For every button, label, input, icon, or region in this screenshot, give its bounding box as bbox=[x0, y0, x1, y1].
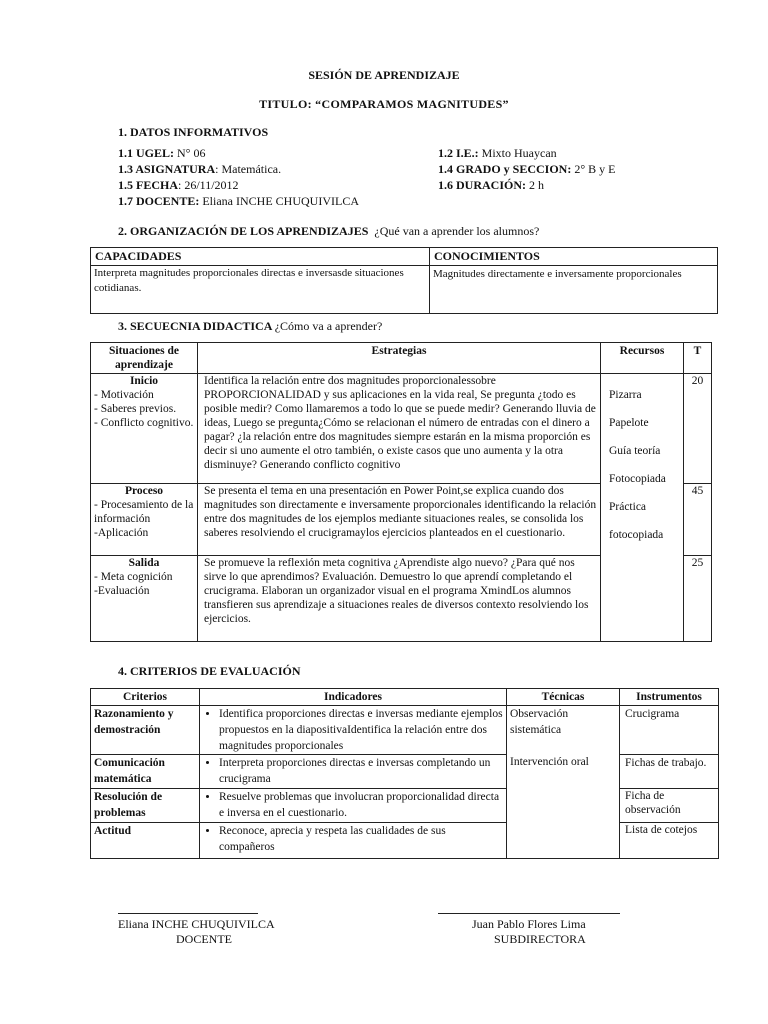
section-1-heading: 1. DATOS INFORMATIVOS bbox=[118, 125, 269, 139]
stage-inicio: Inicio - Motivación - Saberes previos. - Conflicto cognitivo. bbox=[91, 374, 198, 484]
criterios-table bbox=[90, 688, 719, 859]
indicador-item: • Resuelve problemas que involucran proporcionalidad directa e inversa en el cuestionario. bbox=[219, 789, 503, 821]
info-asignatura: 1.3 ASIGNATURA: Matemática. bbox=[118, 162, 282, 176]
time-salida: 25 bbox=[684, 556, 712, 642]
indicador-cell bbox=[200, 823, 507, 859]
stage-salida: Salida - Meta cognición -Evaluación bbox=[91, 556, 198, 642]
indicadores-header: Indicadores bbox=[200, 689, 507, 706]
resource-item: Guía teoría bbox=[609, 445, 661, 457]
time-inicio: 20 bbox=[684, 374, 712, 484]
capacidades-table bbox=[90, 247, 718, 314]
resource-item: Pizarra bbox=[609, 389, 642, 401]
conocimientos-header: CONOCIMIENTOS bbox=[430, 248, 718, 266]
conocimientos-cell: Magnitudes directamente e inversamente proporcionales bbox=[430, 266, 718, 314]
tecnicas-cell bbox=[507, 706, 620, 859]
strategy-proceso: Se presenta el tema en una presentación en Power Point,se explica cuando dos magnitudes son directamente e inversamente proporcionales identificando la relación entre dos magnitudes de los ejemplos mediante situaciones reales, se consolida los saberes resolviendo el crucigramaylos ejercicios planteados en el cuestionario. bbox=[198, 484, 601, 556]
indicador-item: • Identifica proporciones directas e inversas mediante ejemplos propuestos en la diapositivaIdentifica la relación entre dos magnitudes proporcionales bbox=[219, 706, 503, 754]
criterio-cell: Resolución de problemas bbox=[91, 789, 200, 823]
instrumento-cell: Fichas de trabajo. bbox=[620, 755, 719, 789]
tecnica-item: Observación sistemática bbox=[510, 708, 569, 736]
info-right bbox=[438, 145, 615, 193]
section-4-heading: 4. CRITERIOS DE EVALUACIÓN bbox=[118, 664, 301, 678]
resource-item: Práctica bbox=[609, 501, 647, 513]
info-fecha: 1.5 FECHA: 26/11/2012 bbox=[118, 178, 239, 192]
indicador-item: • Reconoce, aprecia y respeta las cualidades de sus compañeros bbox=[219, 823, 503, 855]
criterios-header: Criterios bbox=[91, 689, 200, 706]
tecnica-item: Intervención oral bbox=[510, 756, 589, 768]
signature-left bbox=[118, 917, 275, 947]
instrumentos-header: Instrumentos bbox=[620, 689, 719, 706]
recursos-header: Recursos bbox=[601, 343, 684, 374]
resource-item: Fotocopiada bbox=[609, 473, 666, 485]
info-docente: 1.7 DOCENTE: Eliana INCHE CHUQUIVILCA bbox=[118, 194, 359, 208]
signature-line-left bbox=[118, 913, 258, 914]
instrumento-cell: Ficha de observación bbox=[620, 789, 719, 823]
resource-item: Papelote bbox=[609, 417, 649, 429]
indicador-cell bbox=[200, 789, 507, 823]
signature-right bbox=[472, 917, 586, 947]
info-duracion: 1.6 DURACIÓN: 2 h bbox=[438, 178, 544, 192]
resource-item: fotocopiada bbox=[609, 529, 664, 541]
section-3-question: ¿Cómo va a aprender? bbox=[274, 319, 383, 333]
recursos-cell bbox=[601, 374, 684, 642]
criterio-cell: Actitud bbox=[91, 823, 200, 859]
estrategias-header: Estrategias bbox=[198, 343, 601, 374]
indicador-cell bbox=[200, 706, 507, 755]
tecnicas-header: Técnicas bbox=[507, 689, 620, 706]
signature-right-name: Juan Pablo Flores Lima bbox=[472, 917, 586, 931]
info-grado: 1.4 GRADO y SECCION: 2° B y E bbox=[438, 162, 616, 176]
capacidades-cell: Interpreta magnitudes proporcionales directas e inversasde situaciones cotidianas. bbox=[91, 266, 430, 314]
section-3-heading: 3. SECUECNIA DIDACTICA ¿Cómo va a aprender? bbox=[118, 319, 383, 333]
signature-right-role: SUBDIRECTORA bbox=[494, 932, 586, 946]
section-2-question: ¿Qué van a aprender los alumnos? bbox=[374, 224, 540, 238]
instrumento-cell: Crucigrama bbox=[620, 706, 719, 755]
criterio-cell: Comunicación matemática bbox=[91, 755, 200, 789]
signature-left-name: Eliana INCHE CHUQUIVILCA bbox=[118, 917, 275, 931]
situaciones-header: Situaciones de aprendizaje bbox=[91, 343, 198, 374]
section-2-heading: 2. ORGANIZACIÓN DE LOS APRENDIZAJES ¿Qué van a aprender los alumnos? bbox=[118, 224, 540, 238]
signature-line-right bbox=[438, 913, 620, 914]
capacidades-header: CAPACIDADES bbox=[91, 248, 430, 266]
session-subtitle: TITULO: “COMPARAMOS MAGNITUDES” bbox=[259, 97, 509, 111]
info-ugel: 1.1 UGEL: N° 06 bbox=[118, 146, 206, 160]
indicador-item: • Interpreta proporciones directas e inversas completando un crucigrama bbox=[219, 755, 503, 787]
instrumento-cell: Lista de cotejos bbox=[620, 823, 719, 859]
signature-left-role: DOCENTE bbox=[176, 932, 232, 946]
tiempo-header: T bbox=[684, 343, 712, 374]
strategy-inicio: Identifica la relación entre dos magnitudes proporcionalessobre PROPORCIONALIDAD y sus aplicaciones en la vida real, Se pregunta ¿todo es posible medir? Como llamaremos a todo lo que se puede medir? Generando lluvia de ideas, Luego se pregunta¿Cómo se relacionan el número de entradas con el dinero a pagar? ¿la relación entre dos magnitudes siempre estarán en la misma proporción es decir si uno aumente el otro también, o existe casos que uno aumenta y la otra disminuye? Generando conflicto cognitivo bbox=[198, 374, 601, 484]
indicador-cell bbox=[200, 755, 507, 789]
strategy-salida: Se promueve la reflexión meta cognitiva ¿Aprendiste algo nuevo? ¿Para qué nos sirve lo que aprendimos? Evaluación. Demuestro lo que aprendí completando el crucigrama. Elaboran un organizador visual en el programa XmindLos alumnos transfieren sus aprendizaje a situaciones reales de diversos contexto resolviendo los ejercicios. bbox=[198, 556, 601, 642]
info-ie: 1.2 I.E.: Mixto Huaycan bbox=[438, 146, 557, 160]
info-left bbox=[118, 145, 359, 209]
stage-proceso: Proceso - Procesamiento de la información -Aplicación bbox=[91, 484, 198, 556]
time-proceso: 45 bbox=[684, 484, 712, 556]
page-title: SESIÓN DE APRENDIZAJE bbox=[308, 68, 460, 82]
criterio-cell: Razonamiento y demostración bbox=[91, 706, 200, 755]
secuencia-table bbox=[90, 342, 712, 642]
